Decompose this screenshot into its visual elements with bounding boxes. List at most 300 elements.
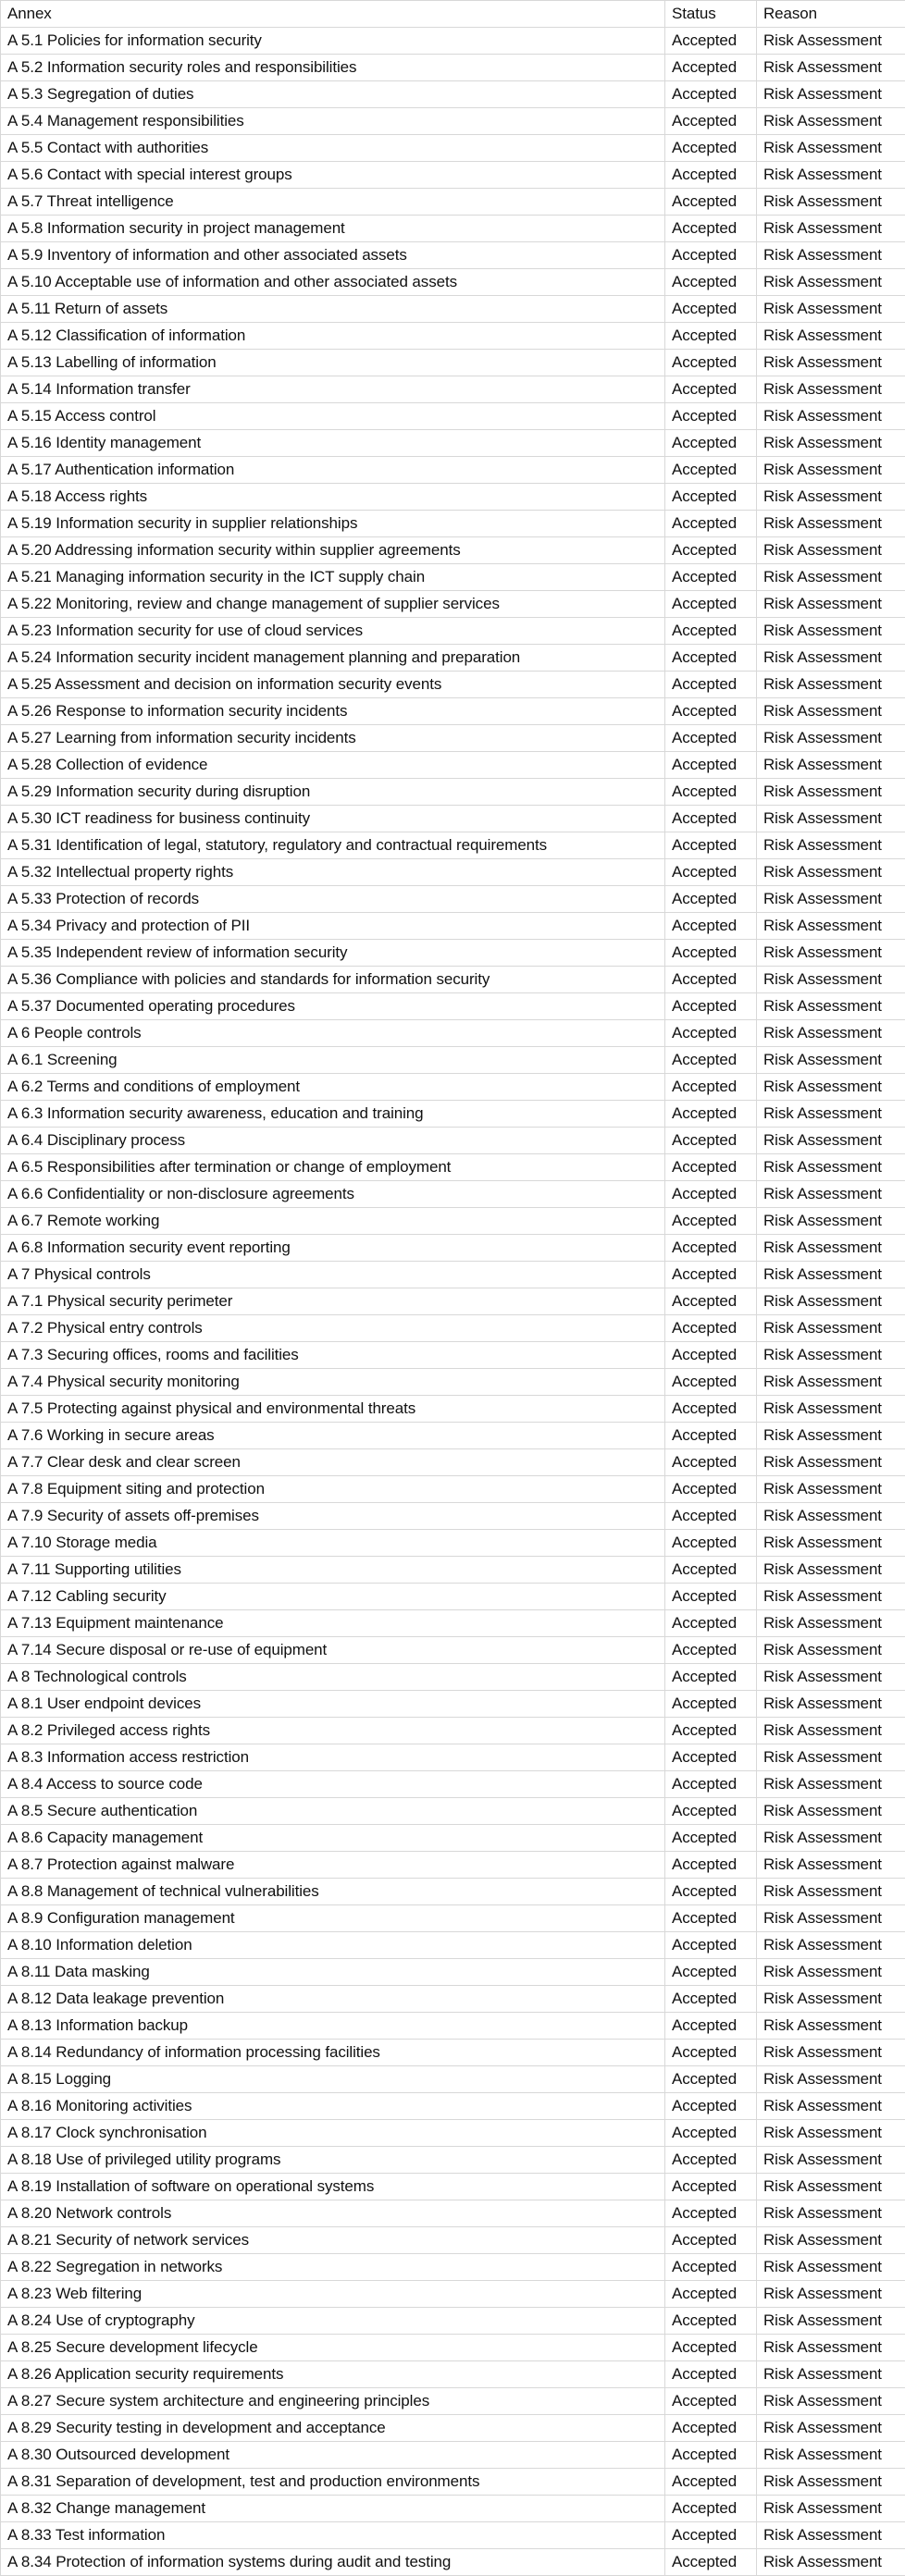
annex-cell[interactable]: A 5.1 Policies for information security [1,28,665,55]
annex-cell[interactable]: A 8.29 Security testing in development and acceptance [1,2415,665,2442]
reason-cell[interactable]: Risk Assessment [757,2200,905,2227]
status-cell[interactable]: Accepted [665,779,757,806]
reason-cell[interactable]: Risk Assessment [757,1530,905,1557]
reason-cell[interactable]: Risk Assessment [757,350,905,376]
reason-cell[interactable]: Risk Assessment [757,2549,905,2576]
annex-cell[interactable]: A 5.31 Identification of legal, statutory, regulatory and contractual requirements [1,832,665,859]
annex-cell[interactable]: A 5.8 Information security in project management [1,216,665,242]
status-cell[interactable]: Accepted [665,1986,757,2013]
annex-cell[interactable]: A 8.22 Segregation in networks [1,2254,665,2281]
reason-cell[interactable]: Risk Assessment [757,1959,905,1986]
status-cell[interactable]: Accepted [665,269,757,296]
reason-cell[interactable]: Risk Assessment [757,430,905,457]
table-row [1,1825,905,1852]
annex-cell[interactable]: A 5.12 Classification of information [1,323,665,350]
status-cell[interactable]: Accepted [665,1047,757,1074]
status-cell[interactable]: Accepted [665,1288,757,1315]
reason-cell[interactable]: Risk Assessment [757,1396,905,1423]
status-cell[interactable]: Accepted [665,1530,757,1557]
reason-cell[interactable]: Risk Assessment [757,2013,905,2040]
annex-cell[interactable]: A 6.5 Responsibilities after termination or change of employment [1,1154,665,1181]
table-row [1,1771,905,1798]
reason-cell[interactable]: Risk Assessment [757,2335,905,2361]
annex-cell[interactable]: A 7.3 Securing offices, rooms and facilities [1,1342,665,1369]
status-cell[interactable]: Accepted [665,1959,757,1986]
reason-cell[interactable]: Risk Assessment [757,779,905,806]
annex-cell[interactable]: A 8.6 Capacity management [1,1825,665,1852]
annex-cell[interactable]: A 5.33 Protection of records [1,886,665,913]
status-cell[interactable]: Accepted [665,1020,757,1047]
reason-cell[interactable]: Risk Assessment [757,2066,905,2093]
status-cell[interactable]: Accepted [665,55,757,81]
reason-cell[interactable]: Risk Assessment [757,752,905,779]
reason-cell[interactable]: Risk Assessment [757,698,905,725]
annex-cell[interactable]: A 5.36 Compliance with policies and standards for information security [1,967,665,993]
annex-cell[interactable]: A 7.10 Storage media [1,1530,665,1557]
annex-cell[interactable]: A 7 Physical controls [1,1262,665,1288]
annex-cell[interactable]: A 7.5 Protecting against physical and environmental threats [1,1396,665,1423]
status-cell[interactable]: Accepted [665,2308,757,2335]
annex-cell[interactable]: A 5.37 Documented operating procedures [1,993,665,1020]
status-cell[interactable]: Accepted [665,2147,757,2174]
annex-cell[interactable]: A 7.7 Clear desk and clear screen [1,1449,665,1476]
reason-cell[interactable]: Risk Assessment [757,2040,905,2066]
status-cell[interactable]: Accepted [665,1718,757,1744]
status-cell[interactable]: Accepted [665,725,757,752]
annex-cell[interactable]: A 6.8 Information security event reporting [1,1235,665,1262]
status-cell[interactable]: Accepted [665,1315,757,1342]
annex-cell[interactable]: A 7.14 Secure disposal or re-use of equipment [1,1637,665,1664]
annex-cell[interactable]: A 5.20 Addressing information security within supplier agreements [1,537,665,564]
reason-cell[interactable]: Risk Assessment [757,296,905,323]
status-cell[interactable]: Accepted [665,430,757,457]
reason-cell[interactable]: Risk Assessment [757,1074,905,1101]
annex-cell[interactable]: A 8.13 Information backup [1,2013,665,2040]
reason-cell[interactable]: Risk Assessment [757,1584,905,1610]
annex-cell[interactable]: A 8.5 Secure authentication [1,1798,665,1825]
table-row [1,779,905,806]
annex-cell[interactable]: A 5.25 Assessment and decision on information security events [1,672,665,698]
annex-cell[interactable]: A 7.9 Security of assets off-premises [1,1503,665,1530]
annex-cell[interactable]: A 5.2 Information security roles and responsibilities [1,55,665,81]
reason-cell[interactable]: Risk Assessment [757,618,905,645]
status-cell[interactable]: Accepted [665,1905,757,1932]
annex-cell[interactable]: A 8.8 Management of technical vulnerabilities [1,1879,665,1905]
status-cell[interactable]: Accepted [665,242,757,269]
status-cell[interactable]: Accepted [665,645,757,672]
reason-cell[interactable]: Risk Assessment [757,940,905,967]
status-cell[interactable]: Accepted [665,967,757,993]
status-cell[interactable]: Accepted [665,2093,757,2120]
reason-cell[interactable]: Risk Assessment [757,1101,905,1128]
reason-cell[interactable]: Risk Assessment [757,725,905,752]
status-cell[interactable]: Accepted [665,1342,757,1369]
reason-cell[interactable]: Risk Assessment [757,2522,905,2549]
status-cell[interactable]: Accepted [665,1074,757,1101]
status-cell[interactable]: Accepted [665,2415,757,2442]
status-column-header[interactable]: Status [665,1,757,28]
annex-cell[interactable]: A 8.11 Data masking [1,1959,665,1986]
status-cell[interactable]: Accepted [665,1181,757,1208]
annex-cell[interactable]: A 5.3 Segregation of duties [1,81,665,108]
annex-cell[interactable]: A 8.15 Logging [1,2066,665,2093]
reason-cell[interactable]: Risk Assessment [757,2415,905,2442]
status-cell[interactable]: Accepted [665,2120,757,2147]
status-cell[interactable]: Accepted [665,2442,757,2469]
annex-column-header[interactable]: Annex [1,1,665,28]
status-cell[interactable]: Accepted [665,806,757,832]
reason-cell[interactable]: Risk Assessment [757,1288,905,1315]
reason-cell[interactable]: Risk Assessment [757,403,905,430]
annex-cell[interactable]: A 5.29 Information security during disruption [1,779,665,806]
annex-cell[interactable]: A 8.34 Protection of information systems during audit and testing [1,2549,665,2576]
table-row [1,2200,905,2227]
reason-cell[interactable]: Risk Assessment [757,1128,905,1154]
status-cell[interactable]: Accepted [665,1423,757,1449]
status-cell[interactable]: Accepted [665,1476,757,1503]
annex-cell[interactable]: A 8.12 Data leakage prevention [1,1986,665,2013]
table-row [1,1101,905,1128]
status-cell[interactable]: Accepted [665,216,757,242]
status-cell[interactable]: Accepted [665,1449,757,1476]
table-row [1,189,905,216]
annex-cell[interactable]: A 5.16 Identity management [1,430,665,457]
status-cell[interactable]: Accepted [665,323,757,350]
annex-cell[interactable]: A 5.32 Intellectual property rights [1,859,665,886]
annex-cell[interactable]: A 5.10 Acceptable use of information and other associated assets [1,269,665,296]
annex-cell[interactable]: A 5.18 Access rights [1,484,665,511]
reason-cell[interactable]: Risk Assessment [757,2174,905,2200]
reason-cell[interactable]: Risk Assessment [757,1181,905,1208]
annex-cell[interactable]: A 5.13 Labelling of information [1,350,665,376]
table-row [1,2442,905,2469]
reason-cell[interactable]: Risk Assessment [757,832,905,859]
annex-cell[interactable]: A 8.17 Clock synchronisation [1,2120,665,2147]
status-cell[interactable]: Accepted [665,886,757,913]
status-cell[interactable]: Accepted [665,1503,757,1530]
status-cell[interactable]: Accepted [665,1932,757,1959]
annex-cell[interactable]: A 8.14 Redundancy of information processing facilities [1,2040,665,2066]
annex-cell[interactable]: A 7.1 Physical security perimeter [1,1288,665,1315]
reason-cell[interactable]: Risk Assessment [757,1423,905,1449]
status-cell[interactable]: Accepted [665,2496,757,2522]
reason-cell[interactable]: Risk Assessment [757,1020,905,1047]
reason-cell[interactable]: Risk Assessment [757,672,905,698]
annex-cell[interactable]: A 5.4 Management responsibilities [1,108,665,135]
reason-cell[interactable]: Risk Assessment [757,2254,905,2281]
annex-cell[interactable]: A 5.28 Collection of evidence [1,752,665,779]
status-cell[interactable]: Accepted [665,537,757,564]
reason-cell[interactable]: Risk Assessment [757,1798,905,1825]
reason-cell[interactable]: Risk Assessment [757,511,905,537]
reason-cell[interactable]: Risk Assessment [757,1664,905,1691]
annex-cell[interactable]: A 7.6 Working in secure areas [1,1423,665,1449]
reason-cell[interactable]: Risk Assessment [757,1369,905,1396]
reason-cell[interactable]: Risk Assessment [757,564,905,591]
status-cell[interactable]: Accepted [665,859,757,886]
table-row [1,1691,905,1718]
reason-cell[interactable]: Risk Assessment [757,1047,905,1074]
status-cell[interactable]: Accepted [665,2361,757,2388]
annex-cell[interactable]: A 5.9 Inventory of information and other associated assets [1,242,665,269]
reason-cell[interactable]: Risk Assessment [757,2496,905,2522]
reason-cell[interactable]: Risk Assessment [757,913,905,940]
reason-cell[interactable]: Risk Assessment [757,216,905,242]
reason-cell[interactable]: Risk Assessment [757,1718,905,1744]
status-cell[interactable]: Accepted [665,1101,757,1128]
status-cell[interactable]: Accepted [665,1879,757,1905]
status-cell[interactable]: Accepted [665,484,757,511]
status-cell[interactable]: Accepted [665,189,757,216]
status-cell[interactable]: Accepted [665,832,757,859]
annex-cell[interactable]: A 8.31 Separation of development, test and production environments [1,2469,665,2496]
annex-cell[interactable]: A 7.11 Supporting utilities [1,1557,665,1584]
status-cell[interactable]: Accepted [665,2174,757,2200]
annex-cell[interactable]: A 5.5 Contact with authorities [1,135,665,162]
reason-cell[interactable]: Risk Assessment [757,591,905,618]
annex-cell[interactable]: A 5.34 Privacy and protection of PII [1,913,665,940]
reason-cell[interactable]: Risk Assessment [757,323,905,350]
reason-cell[interactable]: Risk Assessment [757,1342,905,1369]
reason-cell[interactable]: Risk Assessment [757,162,905,189]
status-cell[interactable]: Accepted [665,162,757,189]
reason-cell[interactable]: Risk Assessment [757,108,905,135]
reason-cell[interactable]: Risk Assessment [757,1879,905,1905]
reason-cell[interactable]: Risk Assessment [757,1852,905,1879]
status-cell[interactable]: Accepted [665,2013,757,2040]
annex-cell[interactable]: A 8.3 Information access restriction [1,1744,665,1771]
reason-cell[interactable]: Risk Assessment [757,1905,905,1932]
annex-cell[interactable]: A 8.16 Monitoring activities [1,2093,665,2120]
reason-cell[interactable]: Risk Assessment [757,2388,905,2415]
reason-cell[interactable]: Risk Assessment [757,376,905,403]
annex-cell[interactable]: A 8.4 Access to source code [1,1771,665,1798]
annex-cell[interactable]: A 8.10 Information deletion [1,1932,665,1959]
reason-cell[interactable]: Risk Assessment [757,2120,905,2147]
annex-cell[interactable]: A 5.30 ICT readiness for business continuity [1,806,665,832]
reason-cell[interactable]: Risk Assessment [757,269,905,296]
reason-cell[interactable]: Risk Assessment [757,2308,905,2335]
status-cell[interactable]: Accepted [665,913,757,940]
reason-cell[interactable]: Risk Assessment [757,1262,905,1288]
reason-cell[interactable]: Risk Assessment [757,1449,905,1476]
reason-cell[interactable]: Risk Assessment [757,1208,905,1235]
status-cell[interactable]: Accepted [665,1235,757,1262]
reason-cell[interactable]: Risk Assessment [757,1744,905,1771]
annex-cell[interactable]: A 8.25 Secure development lifecycle [1,2335,665,2361]
reason-cell[interactable]: Risk Assessment [757,806,905,832]
status-cell[interactable]: Accepted [665,350,757,376]
reason-cell[interactable]: Risk Assessment [757,242,905,269]
reason-cell[interactable]: Risk Assessment [757,189,905,216]
status-cell[interactable]: Accepted [665,698,757,725]
annex-cell[interactable]: A 8.23 Web filtering [1,2281,665,2308]
status-cell[interactable]: Accepted [665,81,757,108]
annex-cell[interactable]: A 8.26 Application security requirements [1,2361,665,2388]
reason-cell[interactable]: Risk Assessment [757,484,905,511]
status-cell[interactable]: Accepted [665,2522,757,2549]
annex-cell[interactable]: A 6.7 Remote working [1,1208,665,1235]
annex-cell[interactable]: A 8.1 User endpoint devices [1,1691,665,1718]
annex-cell[interactable]: A 5.35 Independent review of information security [1,940,665,967]
status-cell[interactable]: Accepted [665,2281,757,2308]
annex-cell[interactable]: A 7.4 Physical security monitoring [1,1369,665,1396]
status-cell[interactable]: Accepted [665,1557,757,1584]
status-cell[interactable]: Accepted [665,1664,757,1691]
status-cell[interactable]: Accepted [665,2335,757,2361]
status-cell[interactable]: Accepted [665,1610,757,1637]
annex-cell[interactable]: A 8.2 Privileged access rights [1,1718,665,1744]
status-cell[interactable]: Accepted [665,1208,757,1235]
reason-cell[interactable]: Risk Assessment [757,55,905,81]
table-row [1,2093,905,2120]
status-cell[interactable]: Accepted [665,2388,757,2415]
annex-cell[interactable]: A 7.8 Equipment siting and protection [1,1476,665,1503]
status-cell[interactable]: Accepted [665,591,757,618]
reason-cell[interactable]: Risk Assessment [757,1154,905,1181]
status-cell[interactable]: Accepted [665,2549,757,2576]
reason-cell[interactable]: Risk Assessment [757,1825,905,1852]
annex-cell[interactable]: A 5.11 Return of assets [1,296,665,323]
annex-cell[interactable]: A 6.4 Disciplinary process [1,1128,665,1154]
status-cell[interactable]: Accepted [665,135,757,162]
status-cell[interactable]: Accepted [665,672,757,698]
status-cell[interactable]: Accepted [665,376,757,403]
status-cell[interactable]: Accepted [665,2040,757,2066]
status-cell[interactable]: Accepted [665,511,757,537]
annex-cell[interactable]: A 5.6 Contact with special interest groups [1,162,665,189]
annex-cell[interactable]: A 8.33 Test information [1,2522,665,2549]
reason-cell[interactable]: Risk Assessment [757,1503,905,1530]
reason-cell[interactable]: Risk Assessment [757,457,905,484]
status-cell[interactable]: Accepted [665,752,757,779]
reason-cell[interactable]: Risk Assessment [757,28,905,55]
status-cell[interactable]: Accepted [665,1369,757,1396]
status-cell[interactable]: Accepted [665,1852,757,1879]
annex-cell[interactable]: A 8.9 Configuration management [1,1905,665,1932]
status-cell[interactable]: Accepted [665,2254,757,2281]
reason-cell[interactable]: Risk Assessment [757,1691,905,1718]
status-cell[interactable]: Accepted [665,28,757,55]
reason-cell[interactable]: Risk Assessment [757,2442,905,2469]
reason-cell[interactable]: Risk Assessment [757,645,905,672]
reason-cell[interactable]: Risk Assessment [757,1235,905,1262]
status-cell[interactable]: Accepted [665,1825,757,1852]
status-cell[interactable]: Accepted [665,618,757,645]
annex-cell[interactable]: A 8.30 Outsourced development [1,2442,665,2469]
annex-cell[interactable]: A 6.6 Confidentiality or non-disclosure agreements [1,1181,665,1208]
reason-cell[interactable]: Risk Assessment [757,1315,905,1342]
annex-cell[interactable]: A 5.27 Learning from information security incidents [1,725,665,752]
reason-cell[interactable]: Risk Assessment [757,1610,905,1637]
annex-cell[interactable]: A 8 Technological controls [1,1664,665,1691]
annex-cell[interactable]: A 6.2 Terms and conditions of employment [1,1074,665,1101]
annex-cell[interactable]: A 5.17 Authentication information [1,457,665,484]
annex-cell[interactable]: A 8.27 Secure system architecture and engineering principles [1,2388,665,2415]
reason-cell[interactable]: Risk Assessment [757,886,905,913]
status-cell[interactable]: Accepted [665,993,757,1020]
status-cell[interactable]: Accepted [665,1396,757,1423]
status-cell[interactable]: Accepted [665,564,757,591]
reason-cell[interactable]: Risk Assessment [757,1557,905,1584]
status-cell[interactable]: Accepted [665,2066,757,2093]
annex-cell[interactable]: A 5.15 Access control [1,403,665,430]
annex-cell[interactable]: A 6 People controls [1,1020,665,1047]
status-cell[interactable]: Accepted [665,2469,757,2496]
annex-cell[interactable]: A 5.22 Monitoring, review and change management of supplier services [1,591,665,618]
table-row [1,1932,905,1959]
annex-cell[interactable]: A 8.32 Change management [1,2496,665,2522]
annex-cell[interactable]: A 8.19 Installation of software on operational systems [1,2174,665,2200]
status-cell[interactable]: Accepted [665,296,757,323]
annex-cell[interactable]: A 8.18 Use of privileged utility programs [1,2147,665,2174]
annex-cell[interactable]: A 8.7 Protection against malware [1,1852,665,1879]
annex-cell[interactable]: A 7.12 Cabling security [1,1584,665,1610]
status-cell[interactable]: Accepted [665,403,757,430]
annex-cell[interactable]: A 5.24 Information security incident management planning and preparation [1,645,665,672]
reason-cell[interactable]: Risk Assessment [757,2469,905,2496]
annex-cell[interactable]: A 7.13 Equipment maintenance [1,1610,665,1637]
status-cell[interactable]: Accepted [665,1154,757,1181]
reason-cell[interactable]: Risk Assessment [757,859,905,886]
annex-cell[interactable]: A 5.14 Information transfer [1,376,665,403]
annex-cell[interactable]: A 8.24 Use of cryptography [1,2308,665,2335]
annex-cell[interactable]: A 5.23 Information security for use of cloud services [1,618,665,645]
status-cell[interactable]: Accepted [665,2200,757,2227]
annex-cell[interactable]: A 5.21 Managing information security in the ICT supply chain [1,564,665,591]
status-cell[interactable]: Accepted [665,1584,757,1610]
annex-cell[interactable]: A 5.26 Response to information security incidents [1,698,665,725]
annex-cell[interactable]: A 8.21 Security of network services [1,2227,665,2254]
reason-cell[interactable]: Risk Assessment [757,1476,905,1503]
status-cell[interactable]: Accepted [665,1128,757,1154]
status-cell[interactable]: Accepted [665,1637,757,1664]
status-cell[interactable]: Accepted [665,1262,757,1288]
reason-cell[interactable]: Risk Assessment [757,81,905,108]
reason-cell[interactable]: Risk Assessment [757,2361,905,2388]
annex-cell[interactable]: A 8.20 Network controls [1,2200,665,2227]
reason-cell[interactable]: Risk Assessment [757,1771,905,1798]
status-cell[interactable]: Accepted [665,1798,757,1825]
reason-column-header[interactable]: Reason [757,1,905,28]
reason-cell[interactable]: Risk Assessment [757,2147,905,2174]
status-cell[interactable]: Accepted [665,2227,757,2254]
annex-cell[interactable]: A 6.3 Information security awareness, education and training [1,1101,665,1128]
table-row [1,323,905,350]
status-cell[interactable]: Accepted [665,108,757,135]
reason-cell[interactable]: Risk Assessment [757,967,905,993]
status-cell[interactable]: Accepted [665,1691,757,1718]
status-cell[interactable]: Accepted [665,457,757,484]
table-row [1,537,905,564]
reason-cell[interactable]: Risk Assessment [757,2281,905,2308]
reason-cell[interactable]: Risk Assessment [757,1932,905,1959]
annex-cell[interactable]: A 5.19 Information security in supplier relationships [1,511,665,537]
annex-cell[interactable]: A 6.1 Screening [1,1047,665,1074]
status-cell[interactable]: Accepted [665,1771,757,1798]
reason-cell[interactable]: Risk Assessment [757,1637,905,1664]
reason-cell[interactable]: Risk Assessment [757,135,905,162]
reason-cell[interactable]: Risk Assessment [757,537,905,564]
reason-cell[interactable]: Risk Assessment [757,2093,905,2120]
reason-cell[interactable]: Risk Assessment [757,993,905,1020]
status-cell[interactable]: Accepted [665,940,757,967]
annex-cell[interactable]: A 7.2 Physical entry controls [1,1315,665,1342]
reason-cell[interactable]: Risk Assessment [757,1986,905,2013]
reason-cell[interactable]: Risk Assessment [757,2227,905,2254]
annex-cell[interactable]: A 5.7 Threat intelligence [1,189,665,216]
status-cell[interactable]: Accepted [665,1744,757,1771]
